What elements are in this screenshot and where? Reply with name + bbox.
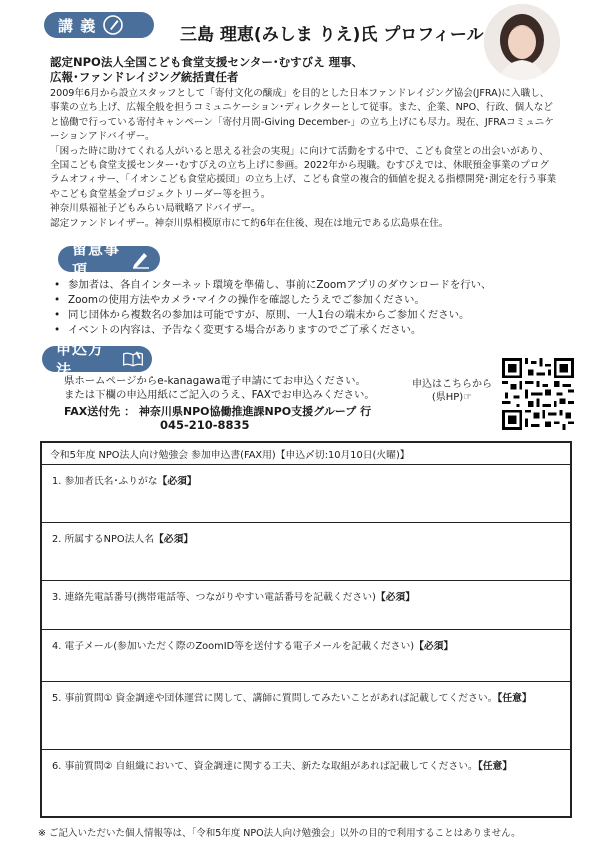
apply-line: 県ホームページからe-kanagawa電子申請にてお申込ください。 (64, 375, 366, 387)
bio-paragraph: 神奈川県福祉子どもみらい局戦略アドバイザー。 (50, 203, 261, 215)
apply-line: または下欄の申込用紙にご記入のうえ、FAXでお申込みください。 (64, 389, 375, 401)
note-item: • 参加者は、各自インターネット環境を準備し、事前にZoomアプリのダウンロードを行い、 (52, 278, 562, 293)
form-row-question-1[interactable] (42, 682, 570, 750)
pencil-icon (130, 248, 152, 270)
speaker-bio (50, 87, 558, 231)
form-row-label: 2. 所属するNPO法人名 (52, 534, 154, 545)
apply-heading (42, 340, 152, 379)
required-badge: 【必須】 (157, 476, 197, 487)
note-item: • イベントの内容は、予告なく変更する場合がありますのでご了承ください。 (52, 323, 562, 338)
privacy-footnote: ※ ご記入いただいた個人情報等は、「令和5年度 NPO法人向け勉強会」以外の目的で利用することはありません。 (38, 828, 521, 839)
optional-badge: 【任意】 (477, 761, 513, 772)
qr-caption-line: 申込はこちらから (412, 379, 492, 390)
fax-destination: FAX送付先 ： 神奈川県NPO協働推進課NPO支援グループ 行 (64, 405, 372, 418)
apply-heading-label: 申込方法 (56, 340, 105, 379)
qr-caption-line: (県HP)☞ (431, 392, 473, 403)
speaker-name: 三島 理恵(みしま りえ)氏 プロフィール (180, 25, 484, 45)
form-row-label: 5. 事前質問① 資金調達や団体運営に関して、講師に質問してみたいことがあれば記載してください。 (52, 693, 498, 704)
notes-list (52, 278, 562, 338)
notes-heading (58, 240, 160, 279)
note-item (52, 293, 562, 308)
qr-caption (402, 378, 502, 404)
speaker-photo (484, 4, 560, 80)
lecture-heading-label: 講 義 (58, 16, 97, 35)
required-badge: 【必須】 (375, 592, 415, 603)
form-row-label: 3. 連絡先電話番号(携帯電話等、つながりやすい電話番号を記載ください) (52, 592, 376, 603)
form-header: 令和5年度 NPO法人向け勉強会 参加申込書(FAX用)【申込〆切:10月10日(火曜)】 (42, 443, 570, 465)
form-row-label: 6. 事前質問② 自組織において、資金調達に関する工夫、新たな取組があれば記載してください。 (52, 761, 478, 772)
form-row-label: 4. 電子メール(参加いただく際のZoomID等を送付する電子メールを記載ください) (52, 641, 415, 652)
pen-circle-icon (102, 14, 124, 36)
required-badge: 【必須】 (414, 641, 454, 652)
bio-paragraph: 「困った時に助けてくれる人がいると思える社会の実現」に向けて活動をする中で、こども食堂との出会いがあり、全国こども食堂支援センター･むすびえの立ち上げに参画。2022年から現職。むすびえでは、休眠預金事業のプログラムオフィサー、「イオンこども食堂応援団」の立ち上げ、こども食堂の複合的価値を捉える指標開発･測定を行う事業やこども食堂基金プロジェクトリーダー等を担う。 (50, 145, 557, 200)
form-row-label: 1. 参加者氏名･ふりがな (52, 476, 158, 487)
form-row-organization[interactable] (42, 523, 570, 581)
speaker-role (50, 55, 490, 85)
bio-paragraph: 認定ファンドレイザー。神奈川県相模原市にて約6年在住後、現在は地元である広島県在住。 (50, 217, 449, 229)
qr-code[interactable] (502, 358, 574, 430)
note-item: • 同じ団体から複数名の参加は可能ですが、原則、一人1台の端末からご参加ください。 (52, 308, 562, 323)
speaker-role-line: 認定NPO法人全国こども食堂支援センター･むすびえ 理事、 (50, 55, 364, 69)
fax-application-form (40, 441, 572, 818)
bio-paragraph: 2009年6月から設立スタッフとして「寄付文化の醸成」を目的とした日本ファンドレイジング協会(JFRA)に入職し、事業の立ち上げ、広報全般を担うコミュニケーション･ディレクターとして従事。また、企業、NPO、行政、個人などと協働で行っている寄付キャンペーン「寄付月間-Giving December-」の立ち上げにも尽力。現在、JFRAコミュニケーションアドバイザー。 (50, 88, 554, 143)
note-item-continuation: Zoomの使用方法やカメラ･マイクの操作を確認したうえでご参加ください。 (68, 294, 425, 306)
optional-badge: 【任意】 (497, 693, 532, 704)
form-row-phone[interactable] (42, 581, 570, 630)
speaker-role-line: 広報･ファンドレイジング統括責任者 (50, 70, 239, 84)
notes-heading-label: 留意事項 (72, 240, 121, 279)
form-row-name[interactable] (42, 465, 570, 523)
required-badge: 【必須】 (154, 534, 194, 545)
apply-instructions (64, 374, 394, 402)
open-book-icon (122, 348, 144, 370)
fax-number: 045-210-8835 (160, 418, 250, 432)
form-row-question-2[interactable] (42, 750, 570, 816)
form-row-email[interactable] (42, 630, 570, 682)
lecture-heading (44, 12, 154, 38)
